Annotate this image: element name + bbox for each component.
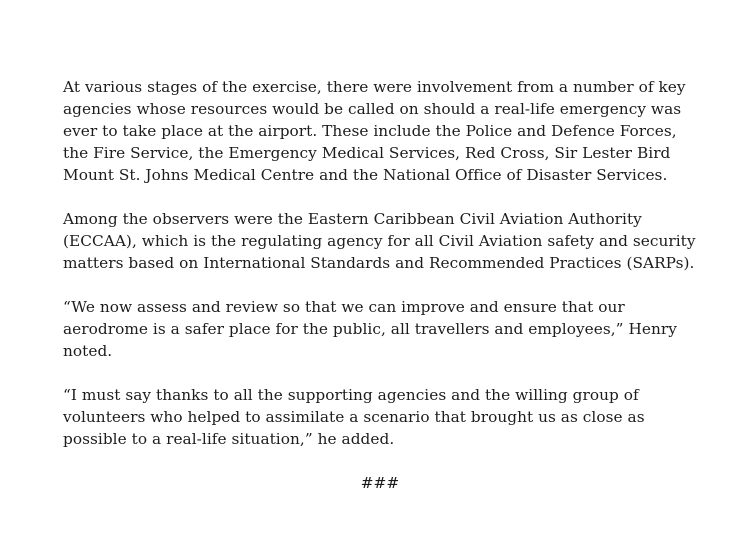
paragraph-thanks-quote: “I must say thanks to all the supporting agencies and the willing group of volunteers who helped to assimilate a scenario that brought us as close as possible to a real-life situation,” he added.: [63, 386, 645, 448]
end-mark: ###: [360, 474, 400, 492]
paragraph-henry-quote: “We now assess and review so that we can improve and ensure that our aerodrome is a safer place for the public, all travellers and employees,” Henry noted.: [63, 298, 677, 360]
paragraph-agencies: At various stages of the exercise, there were involvement from a number of key agencies whose resources would be called on should a real-life emergency was ever to take place at the airport. These include the Police and Defence Forces, the Fire Service, the Emergency Medical Services, Red Cross, Sir Lester Bird Mount St. Johns Medical Centre and the National Office of Disaster Services.: [63, 78, 686, 184]
document-body: [63, 76, 703, 494]
paragraph-observers: Among the observers were the Eastern Caribbean Civil Aviation Authority (ECCAA), which is the regulating agency for all Civil Aviation safety and security matters based on International Standards and Recommended Practices (SARPs).: [63, 210, 696, 272]
